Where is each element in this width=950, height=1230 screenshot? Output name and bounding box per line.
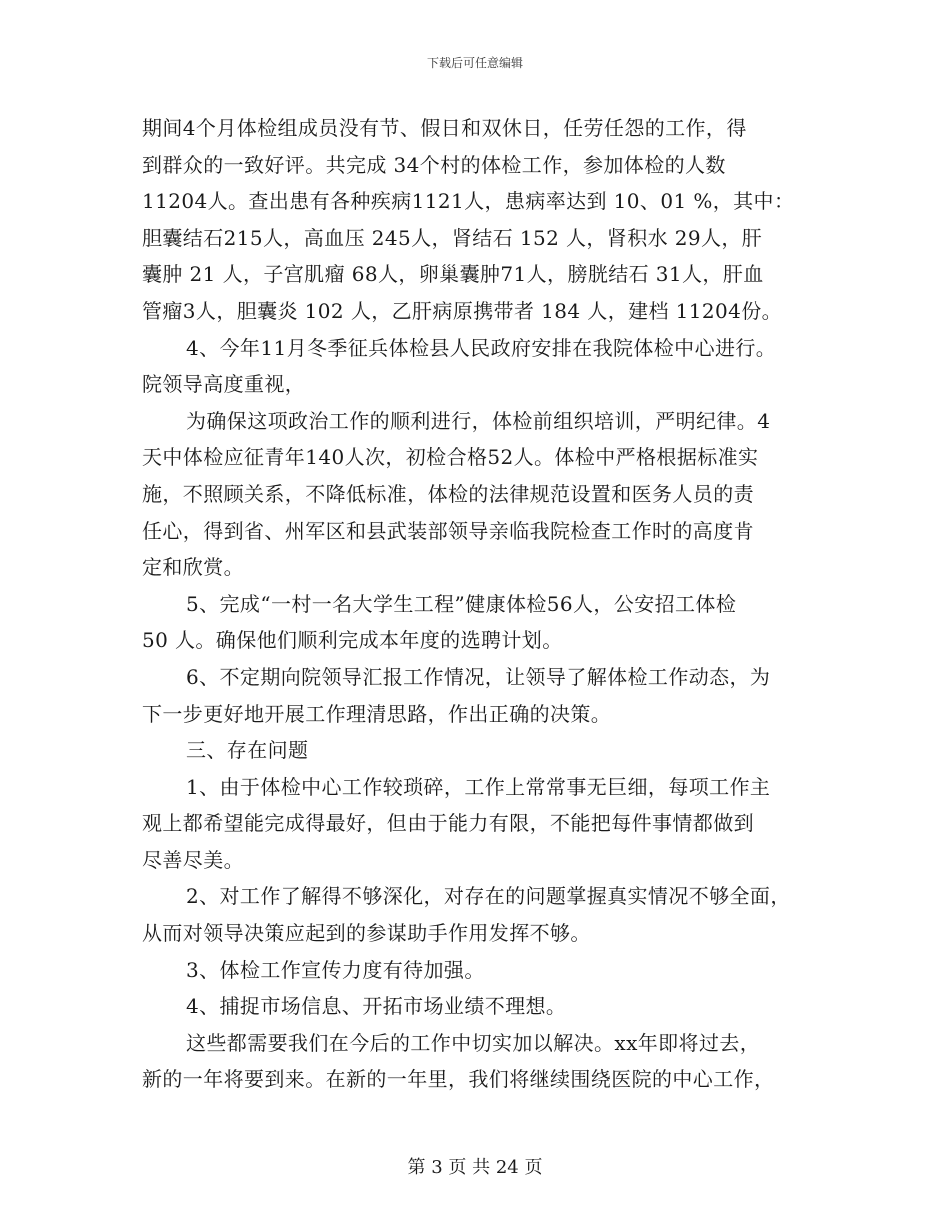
text-line: 3、体检工作宣传力度有待加强。 [186, 957, 485, 982]
text-line: 管瘤3人，胆囊炎 102 人，乙肝病原携带者 184 人，建档 11204份。 [142, 298, 783, 323]
text-line: 5、完成“一村一名大学生工程”健康体检56人，公安招工体检 [186, 591, 737, 616]
text-line: 施，不照顾关系，不降低标准，体检的法律规范设置和医务人员的责 [142, 481, 754, 506]
text-line: 1、由于体检中心工作较琐碎，工作上常常事无巨细，每项工作主 [186, 774, 771, 799]
text-line: 4、捕捉市场信息、开拓市场业绩不理想。 [186, 994, 567, 1019]
text-line: 尽善尽美。 [142, 847, 244, 872]
text-line: 三、存在问题 [186, 738, 309, 763]
text-line: 观上都希望能完成得最好，但由于能力有限，不能把每件事情都做到 [142, 811, 754, 836]
text-line: 新的一年将要到来。在新的一年里，我们将继续围绕医院的中心工作， [142, 1067, 775, 1092]
page-footer: 第 3 页 共 24 页 [407, 1157, 543, 1178]
text-line: 任心，得到省、州军区和县武装部领导亲临我院检查工作时的高度肯 [142, 518, 754, 543]
text-line: 从而对领导决策应起到的参谋助手作用发挥不够。 [142, 921, 591, 946]
text-line: 2、对工作了解得不够深化，对存在的问题掌握真实情况不够全面， [186, 884, 791, 909]
text-line: 6、不定期向院领导汇报工作情况，让领导了解体检工作动态，为 [186, 664, 771, 689]
text-line: 胆囊结石215人，高血压 245人，肾结石 152 人，肾积水 29人，肝 [142, 225, 763, 250]
document-body [142, 110, 812, 1098]
text-line: 期间4个月体检组成员没有节、假日和双休日，任劳任怨的工作，得 [142, 116, 747, 140]
text-line: 定和欣赏。 [142, 555, 244, 580]
text-line: 这些都需要我们在今后的工作中切实加以解决。xx年即将过去， [186, 1030, 761, 1055]
text-line: 院领导高度重视， [142, 372, 306, 397]
text-line: 天中体检应征青年140人次，初检合格52人。体检中严格根据标准实 [142, 445, 759, 470]
text-line: 囊肿 21 人，子宫肌瘤 68人，卵巢囊肿71人，膀胱结石 31人，肝血 [142, 262, 764, 287]
page-header: 下载后可任意编辑 [426, 56, 523, 70]
text-line: 4、今年11月冬季征兵体检县人民政府安排在我院体检中心进行。 [186, 335, 777, 360]
text-line: 50 人。确保他们顺利完成本年度的选聘计划。 [142, 628, 563, 653]
text-line: 11204人。查出患有各种疾病1121人，患病率达到 10、01 %，其中： [142, 189, 795, 214]
text-line: 下一步更好地开展工作理清思路，作出正确的决策。 [142, 701, 612, 726]
text-line: 为确保这项政治工作的顺利进行，体检前组织培训，严明纪律。4 [186, 408, 771, 433]
text-line: 到群众的一致好评。共完成 34个村的体检工作，参加体检的人数 [142, 152, 726, 177]
